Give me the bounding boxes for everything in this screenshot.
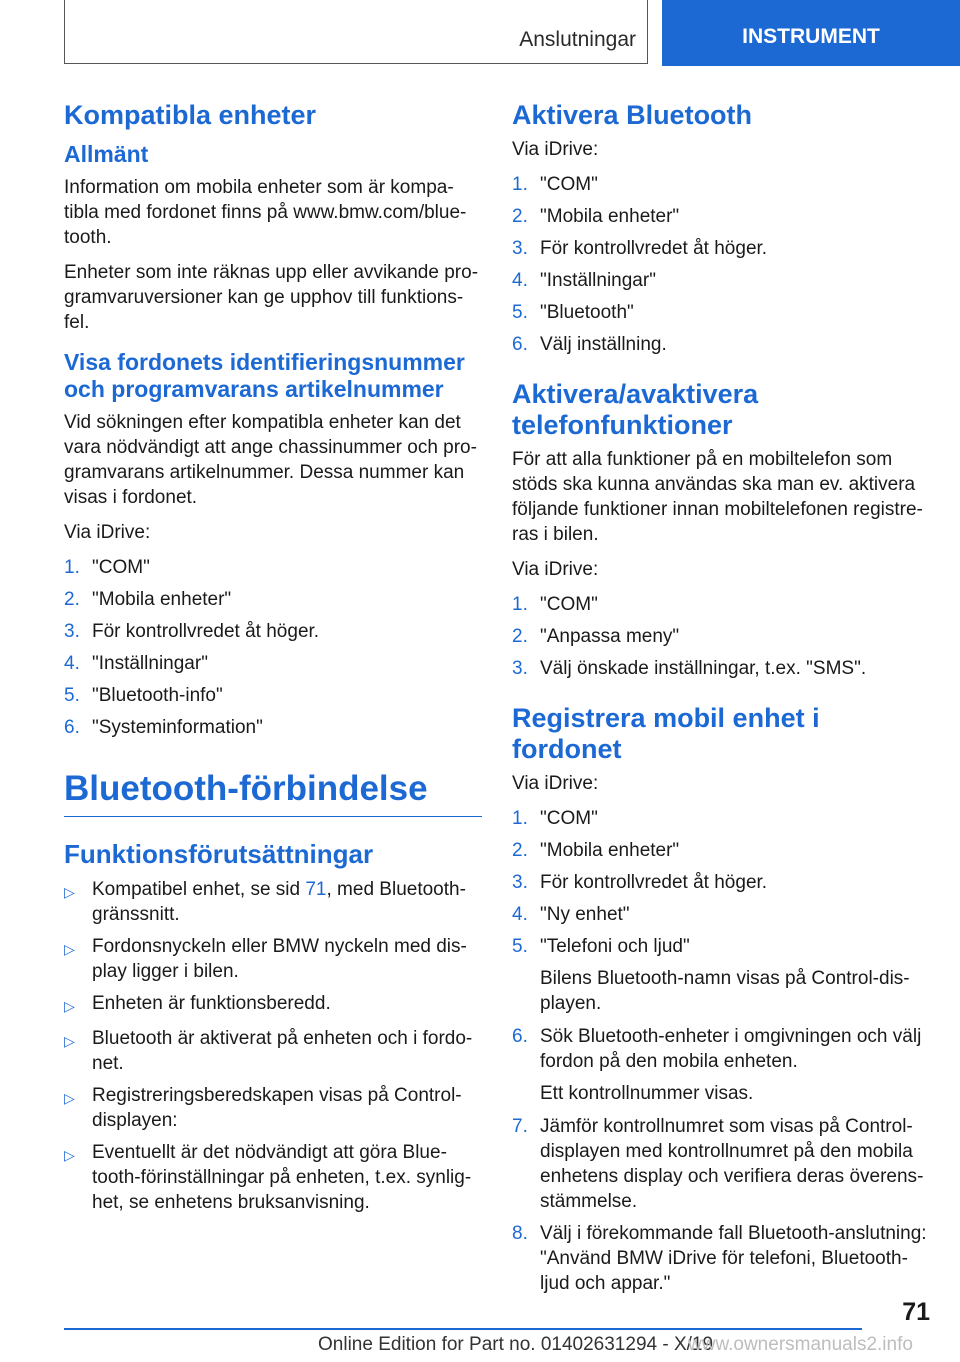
list-item xyxy=(512,902,930,927)
list-item xyxy=(64,683,482,708)
step-number: 5. xyxy=(64,684,80,706)
step-number: 7. xyxy=(512,1116,528,1138)
step-text: "Bluetooth-info" xyxy=(92,684,223,706)
triangle-bullet-icon: ▷ xyxy=(64,1146,75,1163)
step-text: "COM" xyxy=(540,174,598,196)
step-number: 2. xyxy=(512,626,528,648)
step-note: Ett kontrollnummer visas. xyxy=(540,1083,754,1105)
step-number: 4. xyxy=(64,652,80,674)
list-item xyxy=(64,991,482,1019)
heading-phone-functions: Aktivera/avaktivera telefonfunktioner xyxy=(512,379,759,441)
edition-text: Online Edition for Part no. 01402631294 - X/19 xyxy=(318,1334,714,1355)
step-text: "Systeminformation" xyxy=(92,716,263,738)
step-number: 1. xyxy=(512,808,528,830)
section-title: Anslutningar xyxy=(519,28,636,51)
step-number: 1. xyxy=(512,174,528,196)
step-number: 3. xyxy=(512,238,528,260)
subheading-general: Allmänt xyxy=(64,141,149,168)
left-column xyxy=(64,100,482,1222)
subheading-requirements: Funktionsförutsättningar xyxy=(64,839,374,870)
step-text: "Bluetooth" xyxy=(540,302,634,324)
step-number: 5. xyxy=(512,302,528,324)
list-item xyxy=(512,870,930,895)
bullet-text: Enheten är funktionsberedd. xyxy=(92,992,331,1014)
chapter-tab[interactable]: INSTRUMENT xyxy=(662,0,960,66)
heading-register-device: Registrera mobil enhet i fordonet xyxy=(512,703,820,765)
step-number: 3. xyxy=(512,658,528,680)
list-item xyxy=(64,619,482,644)
step-note: Bilens Bluetooth-namn visas på Control-displayen. xyxy=(540,968,910,1015)
page-number: 71 xyxy=(902,1298,930,1326)
triangle-bullet-icon: ▷ xyxy=(64,883,75,900)
step-text: Välj inställning. xyxy=(540,334,667,356)
triangle-bullet-icon: ▷ xyxy=(64,1089,75,1106)
step-list xyxy=(64,555,482,740)
list-item xyxy=(512,300,930,325)
list-item xyxy=(64,1140,482,1215)
step-number: 3. xyxy=(512,872,528,894)
list-item xyxy=(512,592,930,617)
step-text: "Telefoni och ljud" xyxy=(540,936,690,958)
step-text: "COM" xyxy=(92,556,150,578)
list-item xyxy=(512,934,930,959)
list-item xyxy=(64,587,482,612)
step-text: "COM" xyxy=(540,594,598,616)
step-text: "Inställningar" xyxy=(540,270,656,292)
subheading-vin: Visa fordonets identifieringsnummer och programvarans artikelnummer xyxy=(64,348,465,403)
heading-compatible-devices: Kompatibla enheter xyxy=(64,100,317,130)
step-number: 2. xyxy=(64,588,80,610)
step-text: "Mobila enheter" xyxy=(540,840,680,862)
step-number: 3. xyxy=(64,620,80,642)
list-item xyxy=(512,806,930,831)
step-text: "COM" xyxy=(540,808,598,830)
list-item xyxy=(512,1221,930,1296)
list-item xyxy=(512,172,930,197)
via-idrive: Via iDrive: xyxy=(512,559,599,581)
list-item xyxy=(512,624,930,649)
list-item xyxy=(64,715,482,740)
step-text: Sök Bluetooth-enheter i omgivningen och välj fordon på den mobila enheten. xyxy=(540,1026,922,1073)
paragraph: För att alla funktioner på en mobiltelefon som stöds ska kunna användas ska man ev. aktivera följande funktioner innan mobiltelefonen registreras i bilen. xyxy=(512,449,923,546)
step-text: För kontrollvredet åt höger. xyxy=(92,620,320,642)
step-number: 2. xyxy=(512,840,528,862)
via-idrive: Via iDrive: xyxy=(64,521,151,543)
triangle-bullet-icon: ▷ xyxy=(64,997,75,1014)
triangle-bullet-icon: ▷ xyxy=(64,940,75,957)
list-item xyxy=(512,268,930,293)
step-number: 2. xyxy=(512,206,528,228)
via-idrive: Via iDrive: xyxy=(512,139,599,161)
list-item xyxy=(64,651,482,676)
list-item xyxy=(512,838,930,863)
step-number: 4. xyxy=(512,904,528,926)
step-list xyxy=(512,172,930,357)
step-number: 1. xyxy=(512,594,528,616)
list-item xyxy=(512,1114,930,1214)
triangle-bullet-icon: ▷ xyxy=(64,1032,75,1049)
step-text: Välj önskade inställningar, t.ex. "SMS". xyxy=(540,658,867,680)
footer-divider xyxy=(64,1328,862,1330)
step-text: "Ny enhet" xyxy=(540,904,630,926)
list-item xyxy=(512,204,930,229)
bullet-text: Eventuellt är det nödvändigt att göra Bluetooth-förinställningar på enheten, t.ex. synlighet, se enhetens bruksanvisning. xyxy=(92,1141,472,1213)
step-list xyxy=(512,806,930,1296)
list-item xyxy=(512,1024,930,1074)
list-item xyxy=(64,934,482,984)
watermark: www.ownersmanuals2.info xyxy=(688,1334,913,1355)
heading-activate-bluetooth: Aktivera Bluetooth xyxy=(512,100,753,130)
via-idrive: Via iDrive: xyxy=(512,773,599,795)
step-number: 4. xyxy=(512,270,528,292)
bullet-text: Registreringsberedskapen visas på Control-displayen: xyxy=(92,1084,462,1131)
list-item xyxy=(64,555,482,580)
heading-bluetooth-connection: Bluetooth-förbindelse xyxy=(64,770,482,818)
step-text: För kontrollvredet åt höger. xyxy=(540,872,768,894)
step-text: Jämför kontrollnumret som visas på Control-displayen med kontrollnumret på den mobila enhetens display och verifiera deras överensstämmelse. xyxy=(540,1116,924,1213)
step-text: Välj i förekommande fall Bluetooth-anslutning: "Använd BMW iDrive för telefoni, Bluetooth-ljud och appar." xyxy=(540,1223,927,1295)
step-text: "Mobila enheter" xyxy=(540,206,680,228)
requirements-list xyxy=(64,877,482,1215)
step-number: 6. xyxy=(64,716,80,738)
step-number: 6. xyxy=(512,334,528,356)
paragraph: Enheter som inte räknas upp eller avvikande programvaruversioner kan ge upphov till funktionsfel. xyxy=(64,261,479,333)
step-list xyxy=(512,592,930,681)
step-number: 1. xyxy=(64,556,80,578)
step-number: 6. xyxy=(512,1026,528,1048)
paragraph: Information om mobila enheter som är kompatibla med fordonet finns på www.bmw.com/bluetooth. xyxy=(64,176,467,248)
bullet-text: , med Bluetooth-gränssnitt. xyxy=(92,878,466,925)
list-item xyxy=(64,1083,482,1133)
list-item xyxy=(64,1026,482,1076)
step-text: "Mobila enheter" xyxy=(92,588,232,610)
page-link[interactable]: 71 xyxy=(305,878,327,900)
step-number: 5. xyxy=(512,936,528,958)
list-item xyxy=(64,877,482,927)
step-text: "Inställningar" xyxy=(92,652,208,674)
bullet-text: Kompatibel enhet, se sid xyxy=(92,878,306,900)
list-item xyxy=(512,332,930,357)
step-text: "Anpassa meny" xyxy=(540,626,680,648)
paragraph: Vid sökningen efter kompatibla enheter kan det vara nödvändigt att ange chassinummer och programvarans artikelnummer. Dessa nummer kan visas i fordonet. xyxy=(64,411,477,508)
list-item xyxy=(512,236,930,261)
bullet-text: Fordonsnyckeln eller BMW nyckeln med display ligger i bilen. xyxy=(92,935,467,982)
step-text: För kontrollvredet åt höger. xyxy=(540,238,768,260)
bullet-text: Bluetooth är aktiverat på enheten och i fordonet. xyxy=(92,1027,473,1074)
list-item xyxy=(512,656,930,681)
step-number: 8. xyxy=(512,1223,528,1245)
right-column xyxy=(512,100,930,1303)
